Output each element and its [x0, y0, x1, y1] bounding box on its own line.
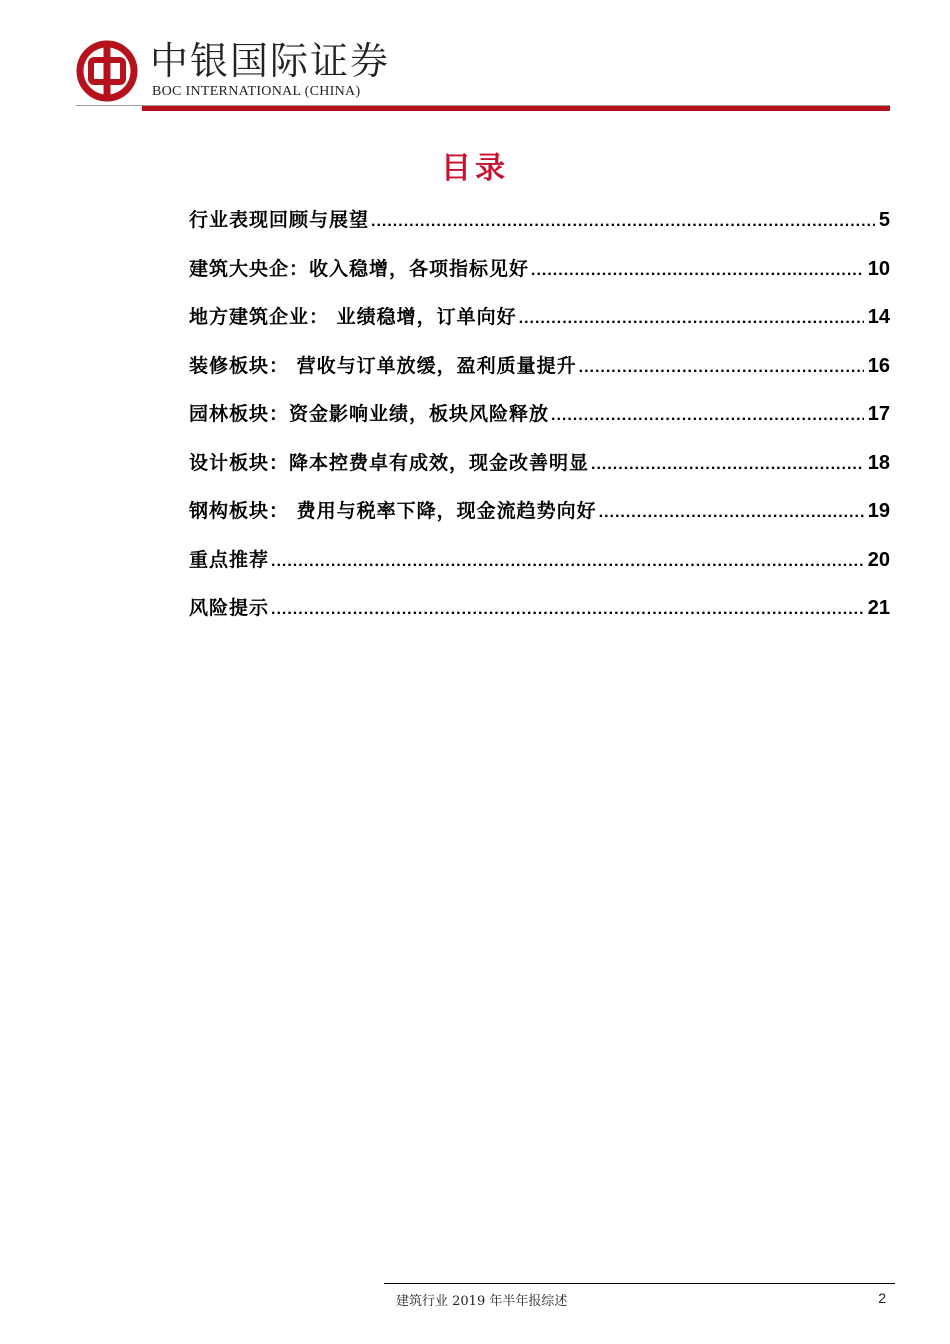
brand-name-english: BOC INTERNATIONAL (CHINA)	[152, 84, 361, 99]
toc-entry[interactable]	[189, 546, 890, 595]
toc-entry-title: 地方建筑企业： 业绩稳增，订单向好	[189, 306, 517, 328]
toc-entry[interactable]	[189, 352, 890, 401]
toc-leader-dots	[271, 596, 864, 624]
toc-leader-dots	[271, 548, 864, 576]
toc-entry-page: 14	[867, 306, 890, 328]
toc-entry[interactable]	[189, 400, 890, 449]
footer-page-number: 2	[878, 1290, 886, 1306]
toc-leader-dots	[519, 305, 864, 333]
toc-leader-dots	[531, 257, 864, 285]
toc-entry-page: 17	[867, 403, 890, 425]
toc-entry-title: 钢构板块： 费用与税率下降，现金流趋势向好	[189, 500, 597, 522]
toc-leader-dots	[371, 208, 875, 236]
toc-entry[interactable]	[189, 497, 890, 546]
toc-entry[interactable]	[189, 594, 890, 643]
toc-entry[interactable]	[189, 449, 890, 498]
toc-entry-title: 设计板块：降本控费卓有成效，现金改善明显	[189, 451, 590, 474]
toc-entry-page: 18	[867, 451, 890, 474]
toc-entry-title: 装修板块： 营收与订单放缓，盈利质量提升	[189, 354, 577, 377]
toc-entry[interactable]	[189, 255, 890, 304]
toc-entry-title: 重点推荐	[189, 548, 270, 571]
toc-title: 目录	[441, 151, 509, 186]
boc-logo-icon	[76, 40, 138, 102]
toc-entry-page: 16	[867, 354, 890, 377]
footer-report-title: 建筑行业 2019 年半年报综述	[396, 1294, 568, 1309]
brand-name-chinese: 中银国际证券	[150, 39, 391, 83]
toc-entry-page: 10	[867, 257, 890, 280]
toc-entry-title: 建筑大央企：收入稳增，各项指标见好	[189, 257, 530, 280]
toc-leader-dots	[551, 402, 864, 430]
toc-entry-title: 行业表现回顾与展望	[189, 209, 370, 231]
toc-leader-dots	[591, 451, 864, 479]
toc-entry[interactable]	[189, 303, 890, 352]
toc-leader-dots	[579, 354, 864, 382]
toc-entry-page: 5	[878, 209, 890, 231]
toc-entry-title: 园林板块：资金影响业绩，板块风险释放	[189, 403, 550, 425]
toc-entry-page: 19	[867, 500, 890, 522]
toc-leader-dots	[599, 499, 864, 527]
toc-list	[189, 206, 890, 643]
footer-divider	[384, 1283, 895, 1284]
toc-entry-page: 21	[867, 597, 890, 619]
header-divider-red	[142, 106, 890, 111]
toc-entry[interactable]	[189, 206, 890, 255]
toc-entry-page: 20	[867, 548, 890, 571]
toc-entry-title: 风险提示	[189, 597, 270, 619]
